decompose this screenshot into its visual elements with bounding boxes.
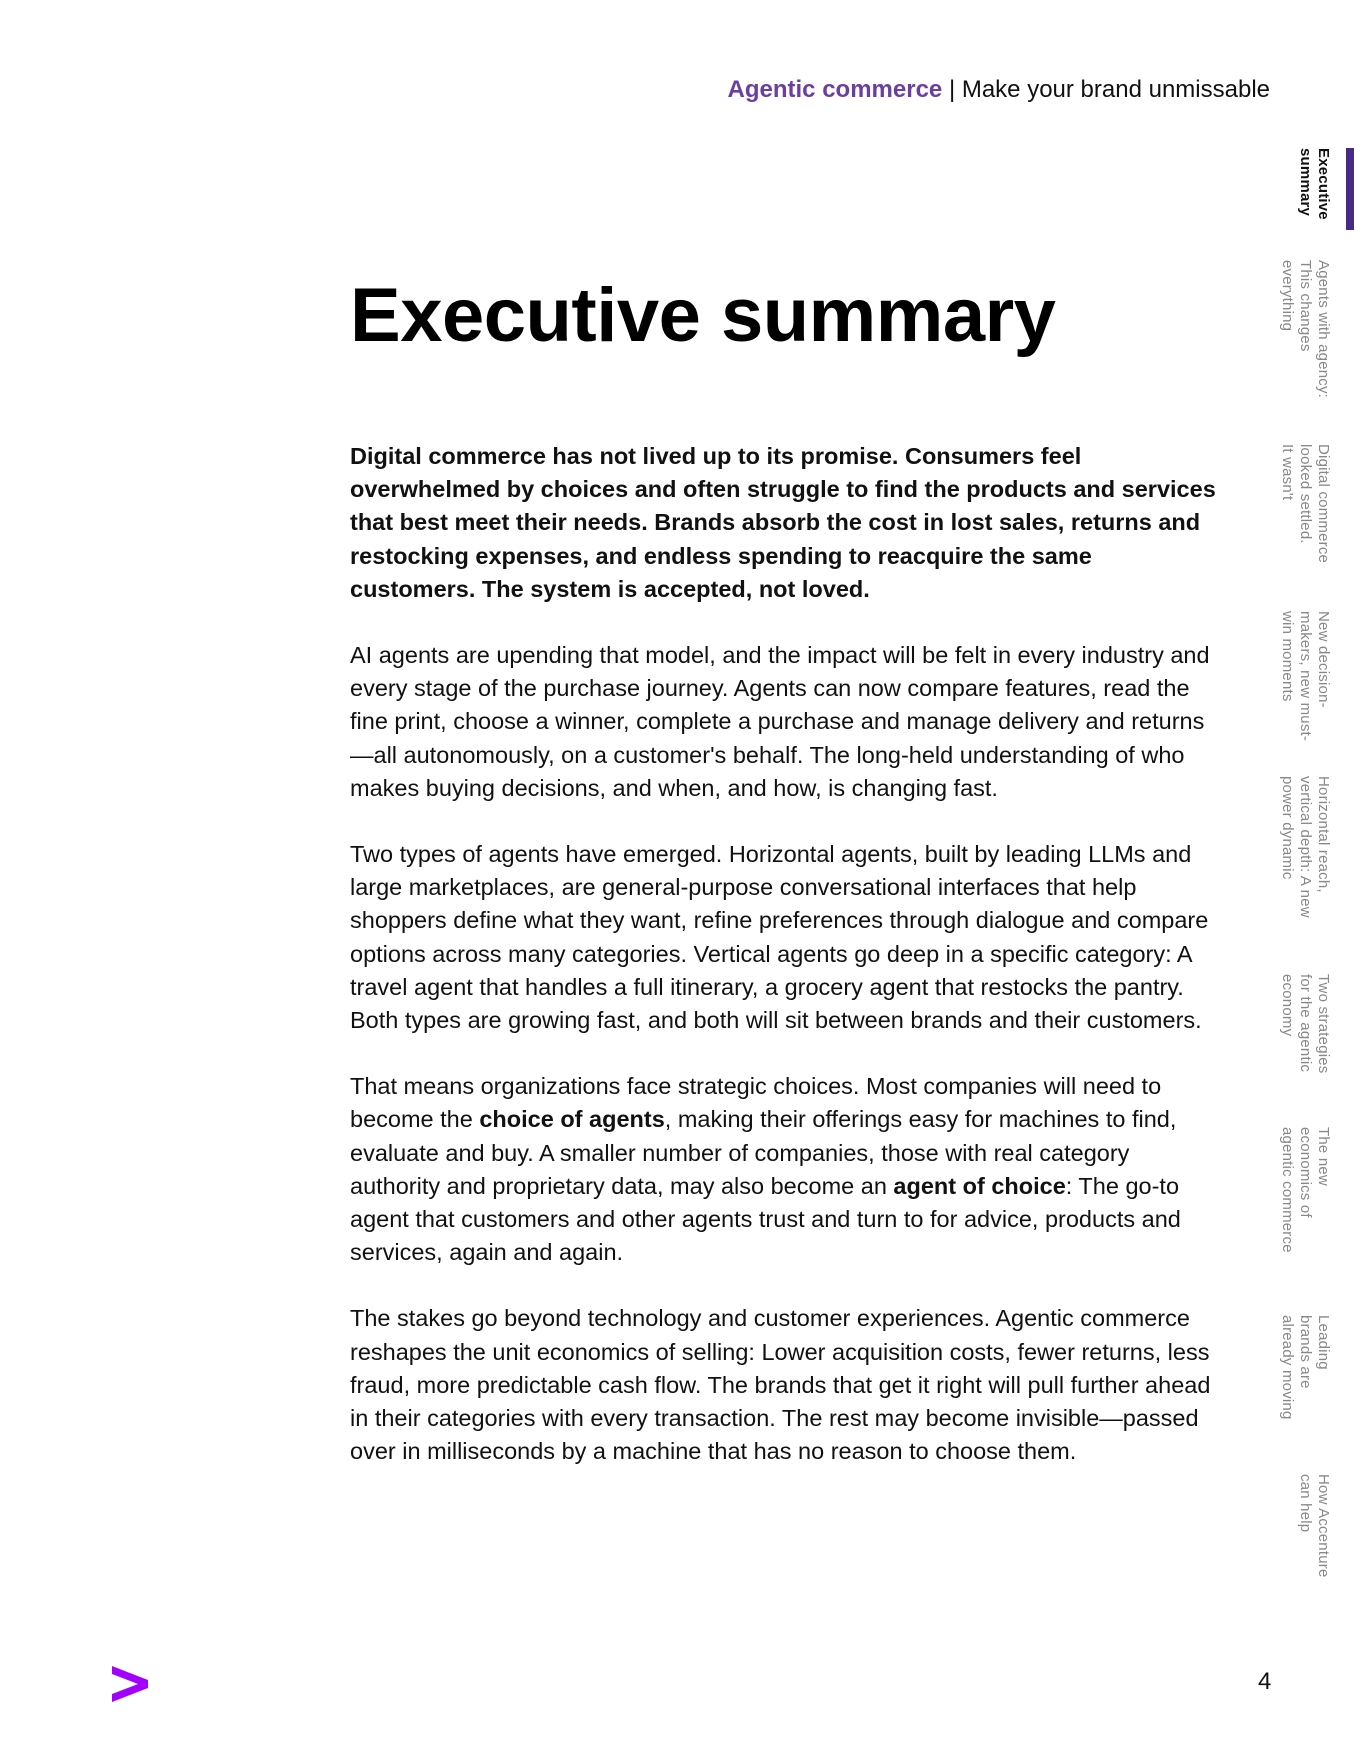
header-tagline: Make your brand unmissable [961, 76, 1270, 103]
page-title: Executive summary [350, 273, 1056, 358]
running-header [500, 76, 1270, 104]
paragraph-2: AI agents are upending that model, and the impact will be felt in every industry and every stage of the purchase journey. Agents can now compare features, read the fine print, choose a winner, complete a purchase and manage delivery and returns—all autonomously, on a customer's behalf. The long-held understanding of who makes buying decisions, and when, and how, is changing fast. [350, 642, 1210, 801]
paragraph-5: The stakes go beyond technology and customer experiences. Agentic commerce reshapes the unit economics of selling: Lower acquisition costs, fewer returns, less fraud, more predictable cash flow. The brands that get it right will pull further ahead in their categories with every transaction. The rest may become invisible—passed over in milliseconds by a machine that has no reason to choose them. [350, 1305, 1211, 1465]
nav-item-label: Leading brands are already moving [1279, 1315, 1332, 1420]
header-separator: | [948, 76, 956, 103]
paragraph-4-text-c: , making their offerings easy for machines to find, evaluate and buy. A smaller number of companies, those with real category authority and proprietary data, may also become an [350, 1106, 1177, 1199]
lead-paragraph: Digital commerce has not lived up to its promise. Consumers feel overwhelmed by choices and often struggle to find the products and services that best meet their needs. Brands absorb the cost in lost sales, returns and restocking expenses, and endless spending to reacquire the same customers. The system is accepted, not loved. [350, 443, 1216, 602]
active-section-indicator [1346, 148, 1354, 230]
choice-of-agents-term: choice of agents [479, 1106, 665, 1133]
nav-item-label: Executive summary [1297, 148, 1332, 220]
paragraph-3: Two types of agents have emerged. Horizontal agents, built by leading LLMs and large marketplaces, are general-purpose conversational interfaces that help shoppers define what they want, refine preferences through dialogue and compare options across many categories. Vertical agents go deep in a specific category: A travel agent that handles a full itinerary, a grocery agent that restocks the pantry. Both types are growing fast, and both will sit between brands and their customers. [350, 841, 1209, 1034]
agent-of-choice-term: agent of choice [893, 1172, 1066, 1199]
nav-item-label: Agents with agency: This changes everything [1279, 260, 1332, 399]
nav-item-label: Horizontal reach, vertical depth: A new power dynamic [1279, 776, 1332, 918]
nav-item-label: Two strategies for the agentic economy [1279, 974, 1332, 1074]
nav-item-label: New decision- makers, new must- win moments [1279, 611, 1332, 742]
body-text [350, 440, 1220, 1501]
accenture-chevron-icon [110, 1664, 150, 1704]
paragraph-4-text-e: : The go-to agent that customers and other agents trust and turn to for advice, products and services, again and again. [350, 1172, 1181, 1266]
section-nav [1270, 148, 1340, 1608]
nav-item-label: The new economics of agentic commerce [1279, 1127, 1332, 1253]
paragraph-4-text-a: That means organizations face strategic choices. Most companies will need to become the [350, 1073, 1162, 1133]
page-number: 4 [1258, 1668, 1272, 1695]
nav-item-label: How Accenture can help [1297, 1474, 1332, 1578]
paragraph-4 [350, 1070, 1220, 1269]
nav-item-label: Digital commerce looked settled. It wasn't [1279, 444, 1332, 564]
header-section: Agentic commerce [727, 76, 943, 103]
